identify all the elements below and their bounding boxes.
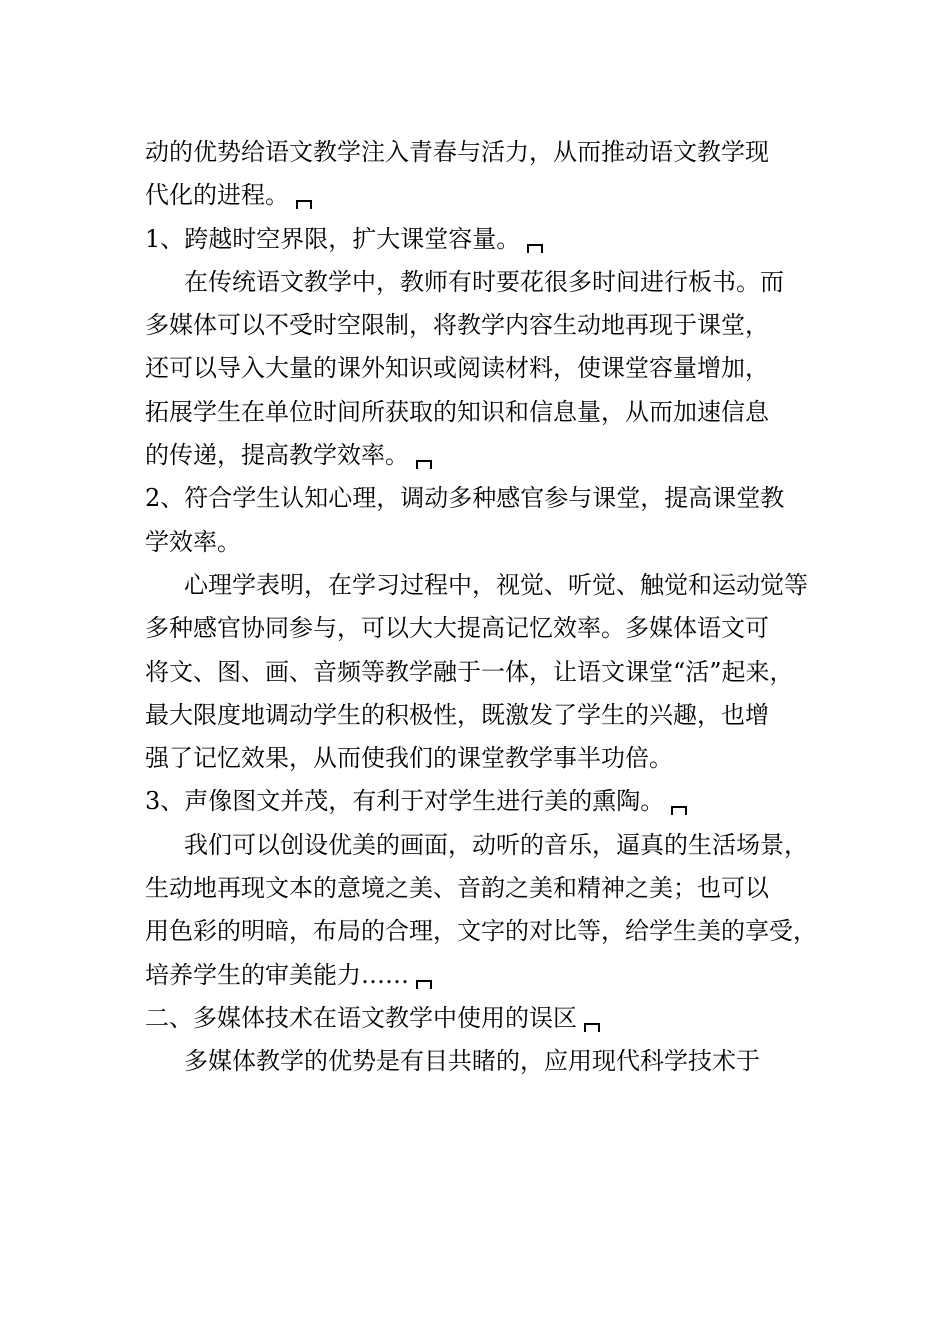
paragraph-mark-icon [584, 1023, 600, 1032]
text-line-content: 的传递，提高教学效率。 [145, 441, 409, 470]
text-line-content: 拓展学生在单位时间所获取的知识和信息量，从而加速信息 [145, 397, 769, 426]
text-line-content: 3、声像图文并茂，有利于对学生进行美的熏陶。 [145, 787, 665, 816]
text-line [145, 910, 835, 953]
text-line-content: 还可以导入大量的课外知识或阅读材料，使课堂容量增加， [145, 354, 769, 383]
text-line [145, 174, 835, 217]
text-line [145, 997, 835, 1040]
text-line [145, 824, 835, 867]
text-line [145, 564, 835, 607]
paragraph-mark-icon [416, 980, 432, 989]
text-line-content: 二、多媒体技术在语文教学中使用的误区 [145, 1003, 577, 1032]
paragraph-mark-icon [527, 244, 543, 253]
paragraph-mark-icon [416, 460, 432, 469]
text-line-content: 多媒体可以不受时空限制，将教学内容生动地再现于课堂， [145, 311, 769, 340]
text-line [145, 607, 835, 650]
text-line [145, 304, 835, 347]
text-line-content: 学效率。 [145, 527, 241, 556]
text-line [145, 391, 835, 434]
text-line-content: 2、符合学生认知心理，调动多种感官参与课堂，提高课堂教 [145, 484, 785, 513]
text-line-content: 用色彩的明暗，布局的合理，文字的对比等，给学生美的享受， [145, 917, 817, 946]
text-line [145, 434, 835, 477]
text-line [145, 651, 835, 694]
text-line [145, 521, 835, 564]
text-line-content: 生动地再现文本的意境之美、音韵之美和精神之美；也可以 [145, 874, 769, 903]
text-line [145, 1040, 835, 1083]
text-line-content: 将文、图、画、音频等教学融于一体，让语文课堂“活”起来， [145, 657, 794, 686]
document-body [145, 131, 835, 1084]
text-line-content: 我们可以创设优美的画面，动听的音乐，逼真的生活场景， [184, 830, 808, 859]
paragraph-mark-icon [671, 806, 687, 815]
paragraph-mark-icon [296, 200, 312, 209]
text-line-content: 在传统语文教学中，教师有时要花很多时间进行板书。而 [184, 267, 784, 296]
text-line-content: 心理学表明，在学习过程中，视觉、听觉、触觉和运动觉等 [184, 570, 808, 599]
text-line-content: 最大限度地调动学生的积极性，既激发了学生的兴趣，也增 [145, 700, 769, 729]
text-line-content: 强了记忆效果，从而使我们的课堂教学事半功倍。 [145, 744, 673, 773]
text-line [145, 347, 835, 390]
text-line-content: 1、跨越时空界限，扩大课堂容量。 [145, 224, 521, 253]
text-line [145, 954, 835, 997]
text-line [145, 737, 835, 780]
text-line [145, 694, 835, 737]
text-line [145, 780, 835, 823]
text-line-content: 动的优势给语文教学注入青春与活力，从而推动语文教学现 [145, 138, 769, 166]
text-line [145, 131, 835, 174]
text-line [145, 261, 835, 304]
text-line-content: 培养学生的审美能力…… [145, 960, 409, 989]
text-line [145, 867, 835, 910]
text-line-content: 多媒体教学的优势是有目共睹的，应用现代科学技术于 [184, 1047, 760, 1076]
text-line [145, 218, 835, 261]
text-line-content: 多种感官协同参与，可以大大提高记忆效率。多媒体语文可 [145, 614, 769, 643]
text-line [145, 477, 835, 520]
text-line-content: 代化的进程。 [145, 181, 289, 210]
